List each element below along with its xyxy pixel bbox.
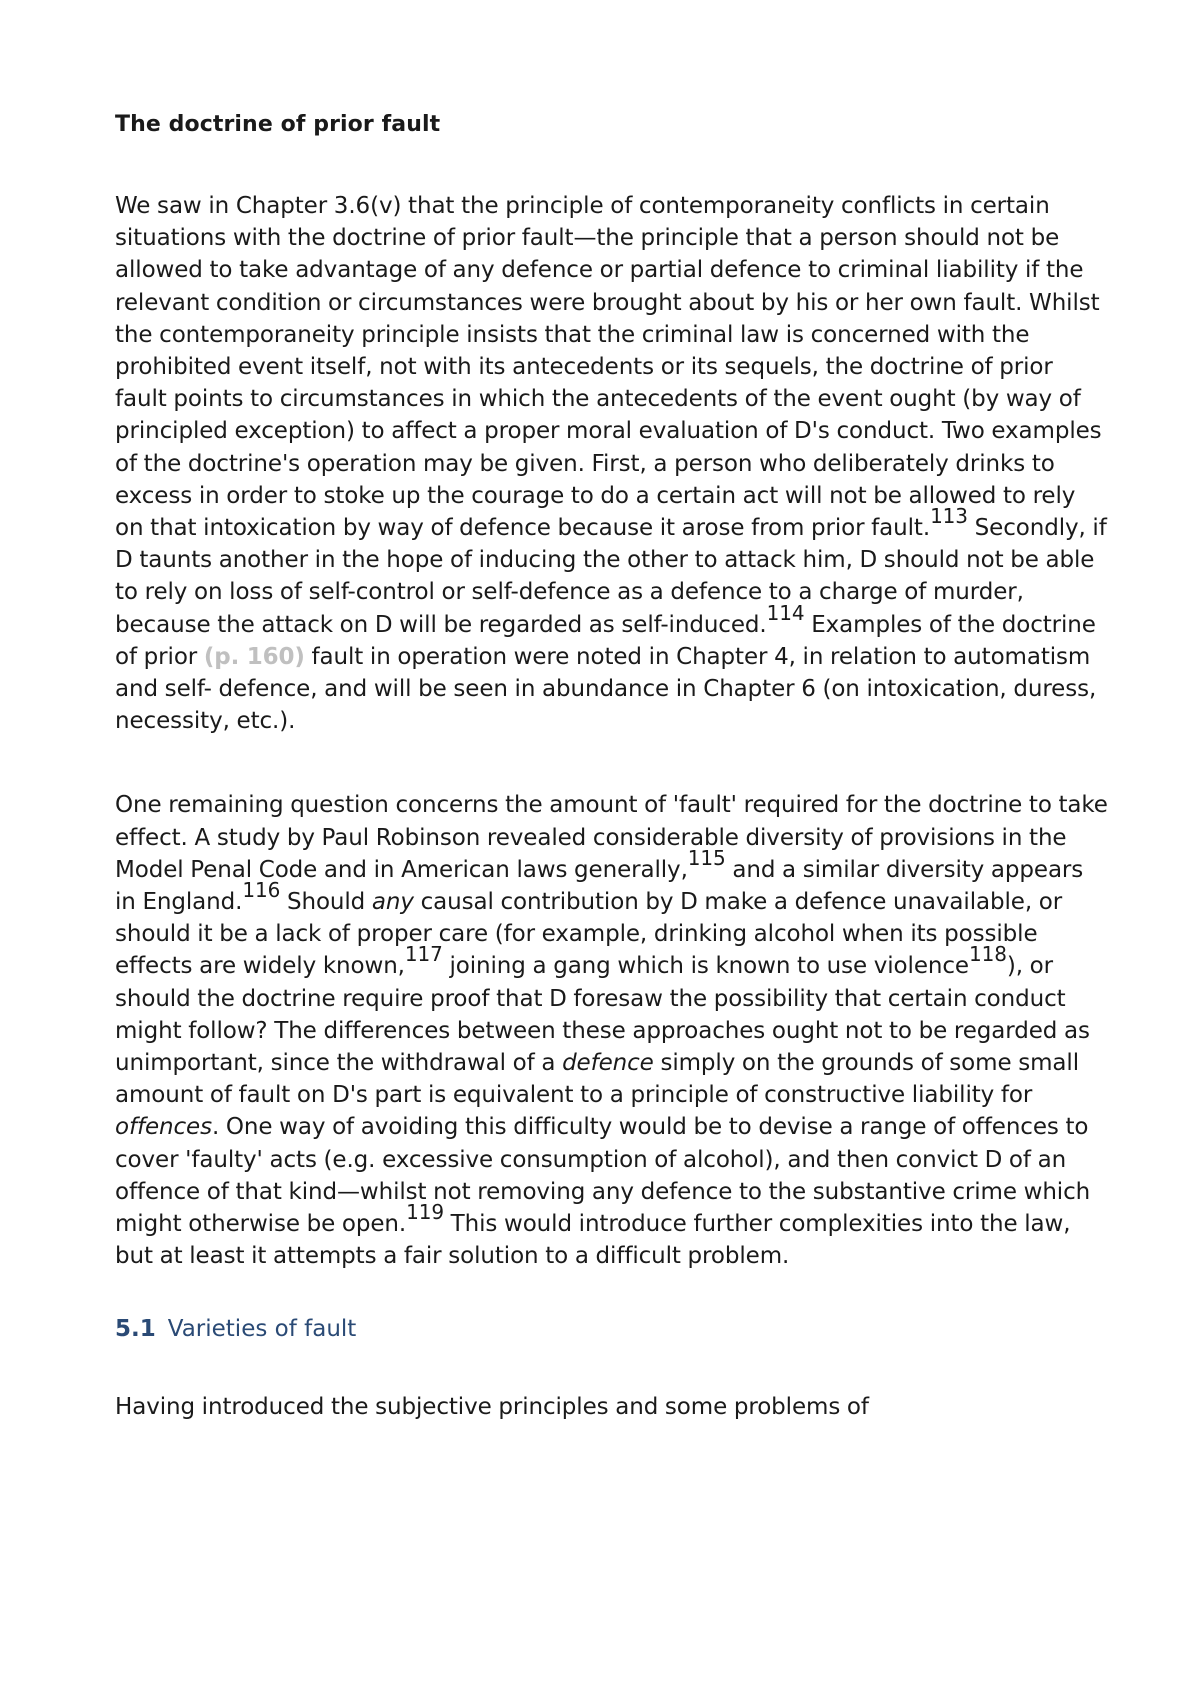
text-run: Examples of the doctrine of prior <box>115 611 1096 670</box>
subsection-heading <box>115 1313 1110 1345</box>
paragraph-prior-fault-intro <box>115 190 1110 737</box>
emphasis: any <box>371 889 414 916</box>
text-run: simply on the grounds of some small amount of fault on D's part is equivalent to a principle of constructive liability for <box>115 1050 1079 1109</box>
text-run: joining a gang which is known to use violence <box>442 953 969 980</box>
text-run: One remaining question concerns the amount of 'fault' required for the doctrine to take effect. A study by Paul Robinson revealed considerable diversity of provisions in the Model Penal Code and in American laws generally, <box>115 792 1108 883</box>
text-run: Secondly, if D taunts another in the hope of inducing the other to attack him, D should not be able to rely on loss of self-control or self-defence as a defence to a charge of murder, because the attack on D will be regarded as self-induced. <box>115 515 1107 638</box>
section-heading: The doctrine of prior fault <box>115 112 441 137</box>
paragraph-amount-of-fault <box>115 789 1110 1272</box>
subsection-number: 5.1 <box>115 1315 156 1342</box>
page-reference: (p. 160) <box>203 643 305 670</box>
emphasis: offences <box>115 1114 212 1141</box>
emphasis: defence <box>562 1050 654 1077</box>
text-run: fault in operation were noted in Chapter 4, in relation to automatism and self- defence, and will be seen in abundance in Chapter 6 (on intoxication, duress, necessity, etc.). <box>115 643 1097 735</box>
text-run: . One way of avoiding this difficulty would be to devise a range of offences to cover 'faulty' acts (e.g. excessive consumption of alcohol), and then convict D of an offence of that kind—whilst not removing any defence to the substantive crime which might otherwise be open. <box>115 1114 1091 1238</box>
footnote-ref[interactable]: 114 <box>766 600 805 625</box>
subsection-title: Varieties of fault <box>167 1315 357 1342</box>
text-run: ), or should the doctrine require proof that D foresaw the possibility that certain conduct might follow? The differences between these approaches ought not to be regarded as unimportant, since the withdrawal of a <box>115 953 1090 1077</box>
footnote-ref[interactable]: 115 <box>687 845 726 870</box>
text-run: causal contribution by D make a defence unavailable, or should it be a lack of proper care (for example, drinking alcohol when its possible effects are widely known, <box>115 889 1063 980</box>
footnote-ref[interactable]: 119 <box>406 1200 444 1225</box>
footnote-ref[interactable]: 116 <box>242 878 281 903</box>
text-run: Should <box>280 889 372 916</box>
text-run: This would introduce further complexities into the law, but at least it attempts a fair solution to a difficult problem. <box>115 1211 1071 1270</box>
text-run: and a similar diversity appears in England. <box>115 856 1084 916</box>
footnote-ref[interactable]: 118 <box>968 942 1007 967</box>
footnote-ref[interactable]: 117 <box>404 942 443 967</box>
footnote-ref[interactable]: 113 <box>930 504 968 529</box>
text-run: We saw in Chapter 3.6(v) that the principle of contemporaneity conflicts in certain situations with the doctrine of prior fault—the principle that a person should not be allowed to take advantage of any defence or partial defence to criminal liability if the relevant condition or circumstances were brought about by his or her own fault. Whilst the contemporaneity principle insists that the criminal law is concerned with the prohibited event itself, not with its antecedents or its sequels, the doctrine of prior fault points to circumstances in which the antecedents of the event ought (by way of principled exception) to affect a proper moral evaluation of D's conduct. Two examples of the doctrine's operation may be given. First, a person who deliberately drinks to excess in order to stoke up the courage to do a certain act will not be allowed to rely on that intoxication by way of defence because it arose from prior fault. <box>115 193 1102 542</box>
paragraph-varieties-intro: Having introduced the subjective principles and some problems of <box>115 1393 869 1420</box>
